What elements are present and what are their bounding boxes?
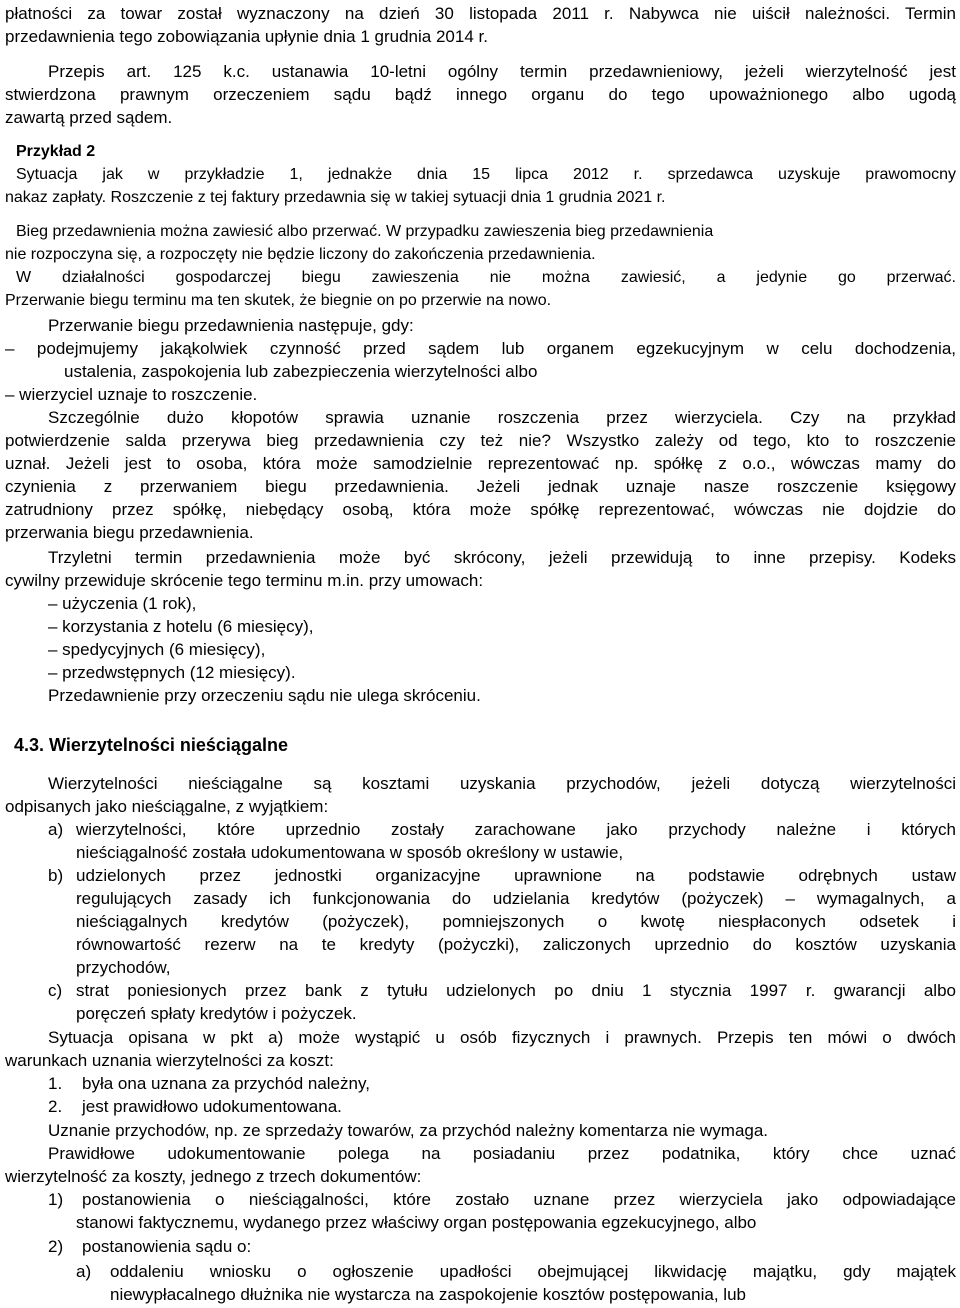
- paragraph-line: Szczególnie dużo kłopotów sprawia uznanie roszczenia przez wierzyciela. Czy na przykład: [48, 408, 956, 427]
- example-line: Bieg przedawnienia można zawiesić albo przerwać. W przypadku zawieszenia bieg przedawnienia: [16, 223, 714, 240]
- text-line: zawartą przed sądem.: [5, 108, 173, 127]
- list-item: strat poniesionych przez bank z tytułu udzielonych po dniu 1 stycznia 1997 r. gwarancji albo: [76, 981, 956, 1000]
- list-marker: 2.: [48, 1097, 63, 1116]
- paragraph-line: Trzyletni termin przedawnienia może być skrócony, jeżeli przewidują to inne przepisy. Kodeks: [48, 548, 956, 567]
- list-item: udzielonych przez jednostki organizacyjne uprawnione na podstawie odrębnych ustaw: [76, 866, 956, 885]
- text-line: przerwania biegu przedawnienia.: [5, 523, 254, 542]
- paragraph-line: Prawidłowe udokumentowanie polega na posiadaniu przez podatnika, który chce uznać: [48, 1144, 956, 1163]
- text-line: potwierdzenie salda przerywa bieg przedawnienia czy też nie? Wszystko zależy od tego, kto to roszczenie: [5, 431, 956, 450]
- list-item-continuation: niewypłacalnego dłużnika nie wystarcza na zaspokojenie kosztów postępowania, lub: [110, 1285, 746, 1304]
- example-line: W działalności gospodarczej biegu zawieszenia nie można zawiesić, a jedynie go przerwać.: [16, 269, 956, 286]
- list-item-continuation: regulujących zasady ich funkcjonowania do udzielania kredytów (pożyczek) – wymagalnych, a: [76, 889, 956, 908]
- example-line: nie rozpoczyna się, a rozpoczęty nie będzie liczony do zakończenia przedawnienia.: [5, 246, 596, 263]
- list-item: oddaleniu wniosku o ogłoszenie upadłości obejmującej likwidację majątku, gdy majątek: [110, 1262, 956, 1281]
- paragraph-line: Wierzytelności nieściągalne są kosztami uzyskania przychodów, jeżeli dotyczą wierzytelności: [48, 774, 956, 793]
- example-line: Przerwanie biegu terminu ma ten skutek, że biegnie on po przerwie na nowo.: [5, 292, 552, 309]
- list-item: wierzytelności, które uprzednio zostały zarachowane jako przychody należne i których: [76, 820, 956, 839]
- list-item: – spedycyjnych (6 miesięcy),: [48, 640, 266, 659]
- paragraph-line: Przerwanie biegu przedawnienia następuje, gdy:: [48, 316, 414, 335]
- list-item-continuation: ustalenia, zaspokojenia lub zabezpieczenia wierzytelności albo: [64, 362, 538, 381]
- text-line: zatrudniony przez spółkę, niebędący osobą, która może spółkę reprezentować, wówczas nie dojdzie do: [5, 500, 956, 519]
- paragraph-line: Przedawnienie przy orzeczeniu sądu nie ulega skróceniu.: [48, 686, 481, 705]
- list-item-continuation: poręczeń spłaty kredytów i pożyczek.: [76, 1004, 357, 1023]
- list-item-continuation: stanowi faktycznemu, wydanego przez właściwy organ postępowania egzekucyjnego, albo: [76, 1213, 757, 1232]
- list-item: była ona uznana za przychód należny,: [82, 1074, 370, 1093]
- paragraph-line: Przepis art. 125 k.c. ustanawia 10-letni ogólny termin przedawnieniowy, jeżeli wierzytelność jest: [48, 62, 956, 81]
- list-item-continuation: nieściągalność została udokumentowana w sposób określony w ustawie,: [76, 843, 624, 862]
- text-line: czynienia z przerwaniem biegu przedawnienia. Jeżeli jednak uznaje nasze roszczenie księgowy: [5, 477, 956, 496]
- list-item: – podejmujemy jakąkolwiek czynność przed sądem lub organem egzekucyjnym w celu dochodzenia,: [5, 339, 956, 358]
- list-marker: 2): [48, 1237, 64, 1256]
- section-heading: 4.3. Wierzytelności nieściągalne: [14, 735, 288, 755]
- example-line: nakaz zapłaty. Roszczenie z tej faktury przedawnia się w takiej sytuacji dnia 1 grudnia 2021 r.: [5, 189, 666, 206]
- list-marker: a): [76, 1262, 92, 1281]
- list-marker: a): [48, 820, 64, 839]
- list-item-continuation: przychodów,: [76, 958, 171, 977]
- list-marker: b): [48, 866, 64, 885]
- list-marker: 1): [48, 1190, 64, 1209]
- list-item: postanowienia o nieściągalności, które zostało uznane przez wierzyciela jako odpowiadające: [82, 1190, 956, 1209]
- list-item: – użyczenia (1 rok),: [48, 594, 197, 613]
- list-item: postanowienia sądu o:: [82, 1237, 252, 1256]
- list-marker: 1.: [48, 1074, 63, 1093]
- text-line: stwierdzona prawnym orzeczeniem sądu bądź innego organu do tego upoważnionego albo ugodą: [5, 85, 956, 104]
- list-item: jest prawidłowo udokumentowana.: [82, 1097, 342, 1116]
- list-item: – wierzyciel uznaje to roszczenie.: [5, 385, 258, 404]
- example-heading: Przykład 2: [16, 143, 96, 160]
- text-line: wierzytelność za koszty, jednego z trzech dokumentów:: [5, 1167, 422, 1186]
- list-item-continuation: równowartość rezerw na te kredyty (pożyczki), zaliczonych uprzednio do kosztów uzyskania: [76, 935, 956, 954]
- text-line: odpisanych jako nieściągalne, z wyjątkiem:: [5, 797, 329, 816]
- text-line: cywilny przewiduje skrócenie tego terminu m.in. przy umowach:: [5, 571, 484, 590]
- list-item: – korzystania z hotelu (6 miesięcy),: [48, 617, 314, 636]
- example-line: Sytuacja jak w przykładzie 1, jednakże dnia 15 lipca 2012 r. sprzedawca uzyskuje prawomocny: [16, 166, 956, 183]
- paragraph-line: Uznanie przychodów, np. ze sprzedaży towarów, za przychód należny komentarza nie wymaga.: [48, 1121, 769, 1140]
- text-line: uznał. Jeżeli jest to osoba, która może samodzielnie reprezentować np. spółkę z o.o., wówczas mamy do: [5, 454, 956, 473]
- list-marker: c): [48, 981, 63, 1000]
- list-item-continuation: nieściągalnych kredytów (pożyczek), pomniejszonych o kwotę niespłaconych odsetek i: [76, 912, 956, 931]
- text-line: warunkach uznania wierzytelności za koszt:: [5, 1051, 334, 1070]
- text-line: przedawnienia tego zobowiązania upłynie dnia 1 grudnia 2014 r.: [5, 27, 488, 46]
- list-item: – przedwstępnych (12 miesięcy).: [48, 663, 296, 682]
- text-line: płatności za towar został wyznaczony na dzień 30 listopada 2011 r. Nabywca nie uiścił należności. Termin: [5, 4, 956, 23]
- paragraph-line: Sytuacja opisana w pkt a) może wystąpić u osób fizycznych i prawnych. Przepis ten mówi o dwóch: [48, 1028, 956, 1047]
